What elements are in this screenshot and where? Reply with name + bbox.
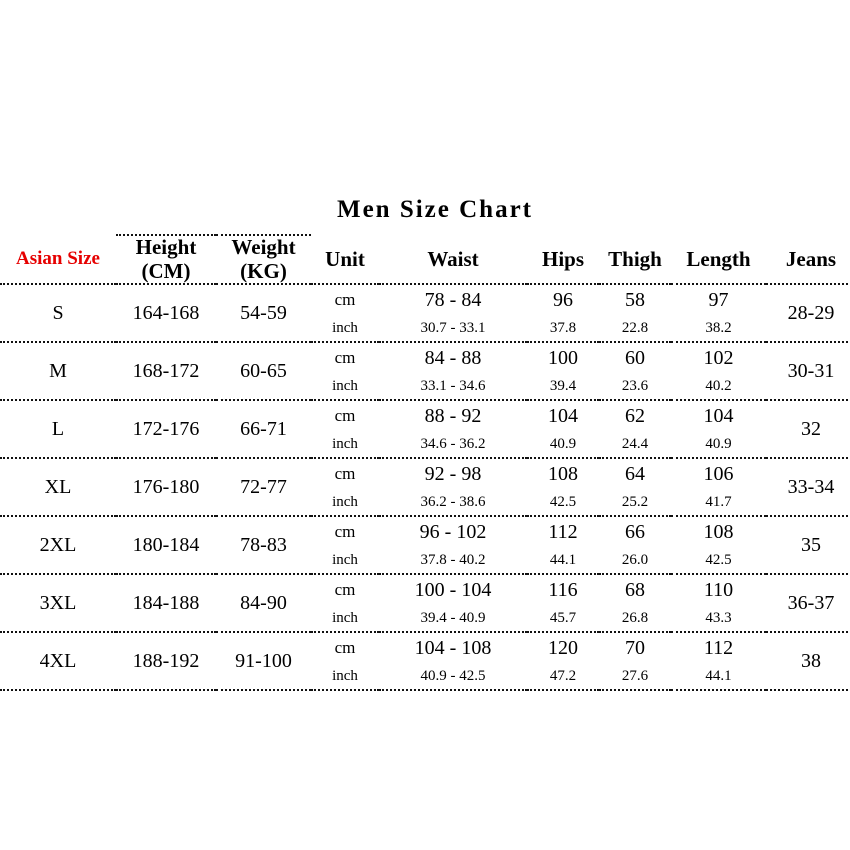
cell-length bbox=[671, 342, 766, 400]
cell-size: S bbox=[0, 284, 116, 342]
cell-waist bbox=[379, 632, 527, 690]
cell-jeans: 33-34 bbox=[766, 458, 850, 516]
waist-inch: 37.8 - 40.2 bbox=[420, 552, 486, 569]
column-header-asian-size: Asian Size bbox=[0, 235, 116, 284]
cell-hips bbox=[527, 458, 599, 516]
cell-waist bbox=[379, 400, 527, 458]
cell-weight: 78-83 bbox=[216, 516, 311, 574]
unit-cm-label: cm bbox=[334, 638, 356, 658]
cell-height: 176-180 bbox=[116, 458, 216, 516]
cell-thigh bbox=[599, 516, 671, 574]
waist-cm: 84 - 88 bbox=[424, 347, 482, 370]
waist-inch: 34.6 - 36.2 bbox=[420, 436, 486, 453]
column-header-jeans: Jeans bbox=[766, 235, 850, 284]
hips-cm: 96 bbox=[553, 289, 573, 312]
cell-waist bbox=[379, 574, 527, 632]
cell-waist bbox=[379, 342, 527, 400]
hips-inch: 40.9 bbox=[549, 436, 577, 453]
cell-waist bbox=[379, 284, 527, 342]
waist-inch: 30.7 - 33.1 bbox=[420, 320, 486, 337]
waist-cm: 92 - 98 bbox=[424, 463, 482, 486]
cell-unit bbox=[311, 516, 379, 574]
hips-inch: 47.2 bbox=[549, 668, 577, 685]
thigh-inch: 26.0 bbox=[621, 552, 649, 569]
unit-cm-label: cm bbox=[334, 348, 356, 368]
cell-weight: 66-71 bbox=[216, 400, 311, 458]
waist-inch: 39.4 - 40.9 bbox=[420, 610, 486, 627]
unit-inch-label: inch bbox=[332, 552, 358, 569]
column-header-weight-line2: (KG) bbox=[240, 258, 287, 283]
table-row bbox=[0, 400, 850, 458]
waist-cm: 100 - 104 bbox=[414, 579, 492, 602]
size-chart-container bbox=[0, 196, 850, 691]
column-header-weight bbox=[216, 235, 311, 284]
hips-cm: 100 bbox=[548, 347, 578, 370]
cell-hips bbox=[527, 400, 599, 458]
cell-height: 180-184 bbox=[116, 516, 216, 574]
cell-unit bbox=[311, 632, 379, 690]
hips-inch: 39.4 bbox=[549, 378, 577, 395]
column-header-hips: Hips bbox=[527, 235, 599, 284]
cell-thigh bbox=[599, 632, 671, 690]
thigh-inch: 24.4 bbox=[621, 436, 649, 453]
waist-cm: 104 - 108 bbox=[414, 637, 492, 660]
thigh-inch: 25.2 bbox=[621, 494, 649, 511]
men-size-chart-table bbox=[0, 234, 850, 691]
cell-jeans: 32 bbox=[766, 400, 850, 458]
length-inch: 38.2 bbox=[705, 320, 732, 337]
cell-unit bbox=[311, 342, 379, 400]
unit-inch-label: inch bbox=[332, 494, 358, 511]
unit-cm-label: cm bbox=[334, 290, 356, 310]
thigh-inch: 26.8 bbox=[621, 610, 649, 627]
cell-thigh bbox=[599, 458, 671, 516]
hips-cm: 104 bbox=[548, 405, 578, 428]
unit-inch-label: inch bbox=[332, 610, 358, 627]
length-inch: 44.1 bbox=[705, 668, 732, 685]
cell-size: 2XL bbox=[0, 516, 116, 574]
unit-cm-label: cm bbox=[334, 464, 356, 484]
cell-unit bbox=[311, 458, 379, 516]
cell-hips bbox=[527, 516, 599, 574]
cell-length bbox=[671, 516, 766, 574]
thigh-inch: 23.6 bbox=[621, 378, 649, 395]
thigh-cm: 62 bbox=[625, 405, 645, 428]
thigh-cm: 70 bbox=[625, 637, 645, 660]
cell-unit bbox=[311, 284, 379, 342]
thigh-cm: 58 bbox=[625, 289, 645, 312]
cell-weight: 54-59 bbox=[216, 284, 311, 342]
cell-thigh bbox=[599, 400, 671, 458]
cell-height: 172-176 bbox=[116, 400, 216, 458]
hips-cm: 112 bbox=[548, 521, 578, 544]
cell-jeans: 36-37 bbox=[766, 574, 850, 632]
column-header-length: Length bbox=[671, 235, 766, 284]
cell-hips bbox=[527, 632, 599, 690]
cell-length bbox=[671, 400, 766, 458]
table-row bbox=[0, 342, 850, 400]
cell-hips bbox=[527, 342, 599, 400]
unit-inch-label: inch bbox=[332, 320, 358, 337]
waist-cm: 88 - 92 bbox=[424, 405, 482, 428]
thigh-inch: 22.8 bbox=[621, 320, 649, 337]
length-inch: 41.7 bbox=[705, 494, 732, 511]
thigh-cm: 66 bbox=[625, 521, 645, 544]
cell-length bbox=[671, 284, 766, 342]
cell-waist bbox=[379, 516, 527, 574]
cell-weight: 72-77 bbox=[216, 458, 311, 516]
column-header-thigh: Thigh bbox=[599, 235, 671, 284]
cell-jeans: 30-31 bbox=[766, 342, 850, 400]
cell-thigh bbox=[599, 284, 671, 342]
hips-cm: 116 bbox=[548, 579, 578, 602]
thigh-inch: 27.6 bbox=[621, 668, 649, 685]
cell-length bbox=[671, 458, 766, 516]
length-inch: 40.9 bbox=[705, 436, 732, 453]
table-row bbox=[0, 284, 850, 342]
unit-inch-label: inch bbox=[332, 436, 358, 453]
waist-inch: 40.9 - 42.5 bbox=[420, 668, 486, 685]
unit-cm-label: cm bbox=[334, 406, 356, 426]
cell-size: 4XL bbox=[0, 632, 116, 690]
waist-inch: 33.1 - 34.6 bbox=[420, 378, 486, 395]
hips-inch: 45.7 bbox=[549, 610, 577, 627]
cell-hips bbox=[527, 574, 599, 632]
table-row bbox=[0, 632, 850, 690]
length-cm: 97 bbox=[708, 289, 729, 312]
cell-length bbox=[671, 632, 766, 690]
length-cm: 110 bbox=[703, 579, 734, 602]
cell-height: 164-168 bbox=[116, 284, 216, 342]
cell-size: XL bbox=[0, 458, 116, 516]
cell-weight: 84-90 bbox=[216, 574, 311, 632]
table-row bbox=[0, 516, 850, 574]
column-header-height bbox=[116, 235, 216, 284]
length-cm: 112 bbox=[703, 637, 734, 660]
table-row bbox=[0, 458, 850, 516]
waist-inch: 36.2 - 38.6 bbox=[420, 494, 486, 511]
cell-hips bbox=[527, 284, 599, 342]
unit-inch-label: inch bbox=[332, 668, 358, 685]
thigh-cm: 60 bbox=[625, 347, 645, 370]
cell-size: 3XL bbox=[0, 574, 116, 632]
cell-size: L bbox=[0, 400, 116, 458]
cell-weight: 91-100 bbox=[216, 632, 311, 690]
thigh-cm: 64 bbox=[625, 463, 645, 486]
column-header-height-line1: Height bbox=[135, 235, 197, 259]
hips-inch: 42.5 bbox=[549, 494, 577, 511]
cell-size: M bbox=[0, 342, 116, 400]
table-row bbox=[0, 574, 850, 632]
waist-cm: 96 - 102 bbox=[419, 521, 487, 544]
column-header-unit: Unit bbox=[311, 235, 379, 284]
cell-unit bbox=[311, 574, 379, 632]
length-cm: 106 bbox=[703, 463, 734, 486]
cell-unit bbox=[311, 400, 379, 458]
page-title: Men Size Chart bbox=[336, 196, 534, 223]
hips-inch: 44.1 bbox=[549, 552, 577, 569]
hips-cm: 120 bbox=[548, 637, 578, 660]
length-cm: 108 bbox=[703, 521, 734, 544]
cell-height: 184-188 bbox=[116, 574, 216, 632]
unit-inch-label: inch bbox=[332, 378, 358, 395]
unit-cm-label: cm bbox=[334, 522, 356, 542]
table-header-row bbox=[0, 235, 850, 284]
length-inch: 43.3 bbox=[705, 610, 732, 627]
length-inch: 40.2 bbox=[705, 378, 732, 395]
length-cm: 102 bbox=[703, 347, 734, 370]
cell-jeans: 28-29 bbox=[766, 284, 850, 342]
column-header-waist: Waist bbox=[379, 235, 527, 284]
cell-waist bbox=[379, 458, 527, 516]
waist-cm: 78 - 84 bbox=[424, 289, 482, 312]
cell-jeans: 38 bbox=[766, 632, 850, 690]
length-inch: 42.5 bbox=[705, 552, 732, 569]
length-cm: 104 bbox=[703, 405, 734, 428]
cell-thigh bbox=[599, 342, 671, 400]
thigh-cm: 68 bbox=[625, 579, 645, 602]
cell-height: 168-172 bbox=[116, 342, 216, 400]
cell-weight: 60-65 bbox=[216, 342, 311, 400]
cell-length bbox=[671, 574, 766, 632]
cell-height: 188-192 bbox=[116, 632, 216, 690]
hips-cm: 108 bbox=[548, 463, 578, 486]
cell-thigh bbox=[599, 574, 671, 632]
unit-cm-label: cm bbox=[334, 580, 356, 600]
cell-jeans: 35 bbox=[766, 516, 850, 574]
hips-inch: 37.8 bbox=[549, 320, 577, 337]
column-header-height-line2: (CM) bbox=[141, 258, 191, 283]
column-header-weight-line1: Weight bbox=[231, 235, 296, 259]
